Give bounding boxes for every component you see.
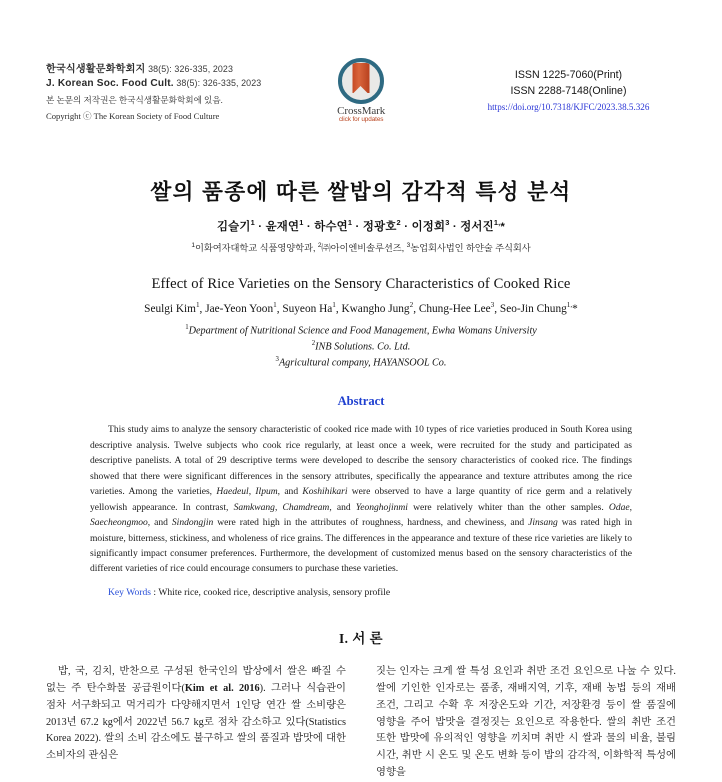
journal-name-english: J. Korean Soc. Food Cult. xyxy=(46,77,174,89)
authors-korean: 김슬기$^1$ · 윤재연$^1$ · 하수연$^1$ · 정광호$^2$ · 이정희$^3$ · 정서진$^{1,}$* xyxy=(216,218,506,233)
abstract-text: This study aims to analyze the sensory characteristic of cooked rice made with 10 types of rice varieties produced in South Korea using descriptive analysis. Twelve subjects who cook rice regularly, at least once a week, were recruited for the study and participated as descriptive panelists. A total of 29 descriptive terms were developed to describe the sensory characteristics of cooked rice. The findings showed that there were significant differences in the sensory attributes, specifically the appearance and texture attributes among the rice varieties. Among the varieties, Haedeul, Ilpum, and Koshihikari were observed to have a large quantity of rice germ and a relatively yellowish appearance. In contrast, Samkwang, Chamdream, and Yeonghojinmi were relatively whiter than the other samples. Odae, Saecheongmoo, and Sindongjin were rated high in the attributes of roughness, hardness, and chewiness, and Jinsang was rated high in moisture, bitterness, stickiness, and wholeness of rice grains. The differences in the appearance and texture of these rice varieties are likely to significantly impact consumer preferences. Furthermore, the development of customized menus based on the sensory characteristics of the different varieties of rice could encourage consumers to purchase these varieties. xyxy=(90,424,633,575)
authors-english: Seulgi Kim$^1$, Jae-Yeon Yoon$^1$, Suyeon Ha$^1$, Kwangho Jung$^2$, Chung-Hee Lee$^3$, Seo-Jin Chung$^{1,}$* xyxy=(144,301,578,315)
title-block xyxy=(46,175,676,370)
issn-print: ISSN 1225-7060(Print) xyxy=(514,69,623,81)
section-heading-introduction: I. 서 론 xyxy=(338,630,384,646)
page-title-english: Effect of Rice Varieties on the Sensory Characteristics of Cooked Rice xyxy=(151,276,571,292)
identifiers-right xyxy=(461,62,676,112)
copyright-korean: 본 논문의 저작권은 한국식생활문화학회에 있음. xyxy=(46,94,223,105)
intro-paragraph-left: 밥, 국, 김치, 반찬으로 구성된 한국인의 밥상에서 쌀은 빠질 수 없는 주 탄수화물 공급원이다(Kim et al. 2016). 그러나 식습관이 점차 서구화되고 먹거리가 다양해지면서 1인당 연간 쌀 소비량은 2013년 67.2 kg에서 2022년 56.7 kg로 점차 감소하고 있다(Statistics Korea 2022). 쌀의 소비 감소에도 불구하고 쌀의 품질과 밥맛에 대한 소비자의 관심은 xyxy=(46,665,347,762)
journal-english-line xyxy=(46,77,261,91)
intro-paragraph-right: 짓는 인자는 크게 쌀 특성 요인과 취반 조건 요인으로 나눌 수 있다. 쌀에 기인한 인자로는 품종, 재배지역, 기후, 재배 농법 등의 재배 조건, 그리고 수확 후 저장온도와 기간, 저장환경 등이 쌀 품질에 영향을 주어 밥맛을 결정짓는 요인으로 작용한다. 쌀의 취반 조건 또한 밥맛에 유의적인 영향을 끼치며 취반 시 쌀과 물의 비율, 불림 시간, 취반 시 온도 및 온도 변화 등이 밥의 감각적, 이화학적 특성에 영향을 xyxy=(376,665,676,779)
crossmark-sublabel: click for updates xyxy=(338,116,384,123)
page-title-korean: 쌀의 품종에 따른 쌀밥의 감각적 특성 분석 xyxy=(150,180,572,204)
body-column-left xyxy=(46,664,346,782)
affiliations-english: $^1$Department of Nutritional Science and Food Management, Ewha Womans University $^2$INB Solutions. Co. Ltd. $^3$Agricultural company, HAYANSOOL Co. xyxy=(185,323,537,368)
keywords-value: White rice, cooked rice, descriptive analysis, sensory profile xyxy=(158,586,391,598)
body-columns xyxy=(46,664,676,782)
journal-volume-korean: 38(5): 326-335, 2023 xyxy=(148,64,233,74)
abstract-heading: Abstract xyxy=(337,394,385,409)
masthead xyxy=(46,0,676,148)
journal-korean-line xyxy=(46,63,261,77)
keywords-line xyxy=(90,587,632,598)
body-column-right xyxy=(376,664,676,782)
keywords-separator: : xyxy=(151,586,159,598)
bookmark-ribbon-icon xyxy=(353,63,370,93)
crossmark-label: CrossMark xyxy=(337,105,386,117)
affiliations-korean: $^1$이화여자대학교 식품영양학과, $^2$㈜아이엔비솔루션즈, $^3$농업회사법인 하얀술 주식회사 xyxy=(191,241,531,253)
issn-online: ISSN 2288-7148(Online) xyxy=(510,85,627,98)
journal-info-left xyxy=(46,62,261,122)
copyright-english: Copyright ⓒ The Korean Society of Food Culture xyxy=(46,110,220,121)
journal-name-korean: 한국식생활문화학회지 xyxy=(46,64,146,75)
keywords-label: Key Words xyxy=(108,586,152,598)
journal-volume-english: 38(5): 326-335, 2023 xyxy=(176,77,262,88)
crossmark-badge[interactable] xyxy=(318,58,404,123)
doi-link[interactable]: https://doi.org/10.7318/KJFC/2023.38.5.326 xyxy=(487,102,650,113)
crossmark-logo-icon xyxy=(338,58,384,104)
